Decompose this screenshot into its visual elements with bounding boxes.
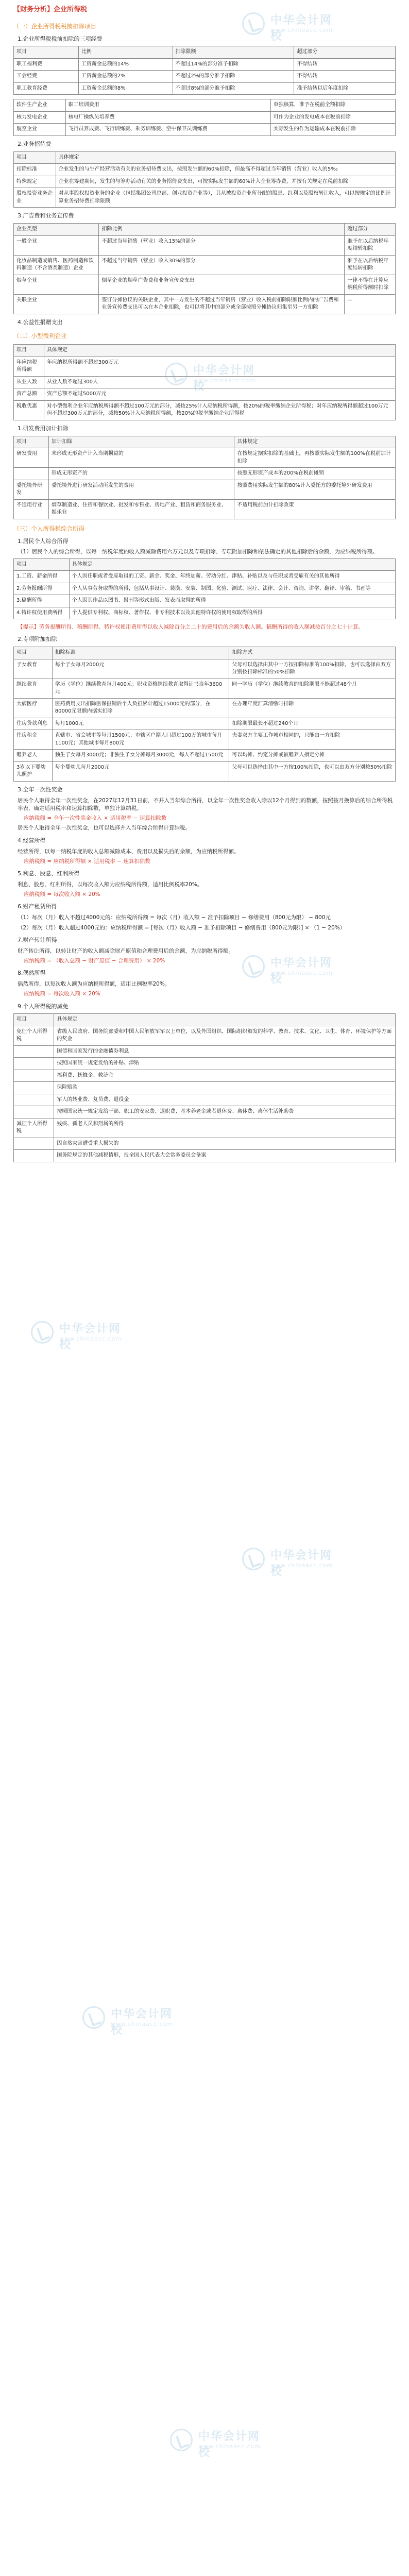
table-cell: 核力发电企业 bbox=[14, 111, 66, 124]
paragraph: 居民个人取得全年一次性奖金，在2027年12月31日前，不并入当年综合所得，以全年一次性奖金收入除以12个月得到的数额，按照按月换算后的综合所得税率表，确定适用税率和速算扣除数，单独计算纳税。 bbox=[18, 797, 393, 812]
formula: 应纳税额 = 每次收入额 × 20% bbox=[24, 891, 100, 898]
subsection-heading: 2.专项附加扣除 bbox=[18, 636, 57, 643]
table-row bbox=[14, 188, 396, 208]
table-row bbox=[14, 99, 396, 112]
table-cell bbox=[14, 1058, 54, 1070]
table-cell: 3岁以下婴幼儿照护 bbox=[14, 761, 53, 781]
table-header: 扣除比例 bbox=[99, 224, 345, 236]
table-cell: 对小型微利企业年应纳税所得额不超过100万元的部分，减按25%计入应纳税所得额，按20%的税率缴纳企业所得税；对年应纳税所得额超过100万元但不超过300万元的部分，减按50%计入应纳税所得额，按20%的税率缴纳企业所得税 bbox=[44, 400, 395, 420]
table-header: 企业类型 bbox=[14, 224, 99, 236]
table-cell: 工资薪金总额的8% bbox=[78, 82, 173, 95]
table-row bbox=[14, 1106, 396, 1118]
table-cell: 准予在以后纳税年度结转扣除 bbox=[345, 255, 396, 275]
table-three-funds bbox=[13, 46, 396, 95]
table-cell: 不超过当年销售（营业）收入30%的部分 bbox=[99, 255, 345, 275]
table-cell: 直辖市、省会城市等每月1500元；市辖区户籍人口超过100万的城市每月1100元；其他城市每月800元 bbox=[52, 730, 229, 750]
watermark-text: 中华会计网校 bbox=[270, 957, 333, 986]
table-row bbox=[14, 1118, 396, 1138]
table-cell: 3.稿酬所得 bbox=[14, 595, 70, 607]
table-cell: 未形成无形资产计入当期损益的 bbox=[49, 448, 234, 468]
table-cell bbox=[14, 1106, 54, 1118]
table-header: 项目 bbox=[14, 436, 49, 448]
table-row bbox=[14, 1026, 396, 1045]
table-cell: 烟草企业 bbox=[14, 275, 99, 294]
table-header: 具体规定 bbox=[54, 1014, 396, 1026]
table-small-enterprise bbox=[13, 344, 396, 420]
table-cell: 不超过8%的部分准予扣除 bbox=[173, 82, 294, 95]
table-row bbox=[14, 164, 396, 176]
table-cell: 航空企业 bbox=[14, 124, 66, 136]
table-cell: 夫妻双方主要工作城市相同的，只能由一方扣除 bbox=[229, 730, 396, 750]
table-cell: 形成无形资产的 bbox=[49, 468, 234, 480]
watermark-text: 中华会计网校 bbox=[270, 14, 333, 43]
paragraph: 偶然所得，以每次收入额为应纳税所得额，适用比例税率20%。 bbox=[18, 981, 171, 988]
subsection-heading: 2.业务招待费 bbox=[18, 140, 52, 147]
table-row bbox=[14, 82, 396, 95]
table-entertainment bbox=[13, 151, 396, 208]
watermark bbox=[31, 1319, 129, 1350]
table-cell: 2.劳务报酬所得 bbox=[14, 583, 70, 595]
paragraph: （2）每次（月）收入超过4000元的：应纳税所得额 = [每次（月）收入额 − 准予扣除项目 − 修缮费用（800元为限）] × （1 − 20%） bbox=[18, 924, 346, 931]
table-header: 比例 bbox=[78, 46, 173, 59]
table-row bbox=[14, 376, 396, 388]
table-cell: 不超过2%的部分准予扣除 bbox=[173, 71, 294, 83]
table-row bbox=[14, 480, 396, 499]
watermark-url: www.chinaacc.com bbox=[270, 970, 333, 976]
table-row bbox=[14, 58, 396, 71]
table-cell: 继续教育 bbox=[14, 679, 53, 698]
table-cell: 烟草制造业、住宿和餐饮业、批发和零售业、房地产业、租赁和商务服务业、娱乐业 bbox=[49, 499, 234, 519]
table-header: 具体规定 bbox=[56, 151, 395, 164]
table-cell bbox=[14, 1094, 54, 1106]
watermark-url: www.chinaacc.com bbox=[111, 2021, 174, 2027]
table-cell: 扣除标准 bbox=[14, 164, 56, 176]
table-cell: 扣除期限最长不超过240个月 bbox=[229, 718, 396, 730]
subsection-heading: 9.个人所得税的减免 bbox=[18, 1003, 69, 1010]
formula: 应纳税额 = 每次收入额 × 20% bbox=[24, 991, 100, 997]
table-header: 扣除标准 bbox=[52, 647, 229, 659]
table-cell: 按照国家统一规定发给的补贴、津贴 bbox=[54, 1058, 396, 1070]
table-row bbox=[14, 761, 396, 781]
table-row bbox=[14, 1150, 396, 1162]
table-cell: 一律不得在计算应纳税所得额时扣除 bbox=[345, 275, 396, 294]
table-cell bbox=[14, 1138, 54, 1150]
table-cell: 大病医疗 bbox=[14, 698, 53, 718]
table-cell: 按照无形资产成本的200%在税前摊销 bbox=[234, 468, 396, 480]
table-cell: 不超过当年销售（营业）收入15%的部分 bbox=[99, 235, 345, 255]
table-cell: 学历（学位）继续教育每月400元；职业资格继续教育取得证书当年3600元 bbox=[52, 679, 229, 698]
table-comprehensive-income bbox=[13, 558, 396, 620]
document-body bbox=[13, 5, 396, 1166]
subsection-heading: 5.利息、股息、红利所得 bbox=[18, 870, 80, 877]
table-cell: 特殊规定 bbox=[14, 176, 56, 188]
table-row bbox=[14, 1045, 396, 1058]
table-row bbox=[14, 595, 396, 607]
subsection-heading: 3.全年一次性奖金 bbox=[18, 786, 63, 793]
table-cell: 研发费用 bbox=[14, 448, 49, 468]
section-heading: （三）个人所得税综合所得 bbox=[13, 524, 84, 532]
table-header: 项目 bbox=[14, 1014, 54, 1026]
subsection-heading: 7.财产转让所得 bbox=[18, 936, 57, 943]
subsection-heading: 8.偶然所得 bbox=[18, 970, 46, 977]
table-row bbox=[14, 255, 396, 275]
table-cell: 职工福利费 bbox=[14, 58, 79, 71]
table-header: 项目 bbox=[14, 345, 44, 357]
table-row bbox=[14, 294, 396, 314]
table-cell: 从业人数不超过300人 bbox=[44, 376, 395, 388]
table-cell bbox=[14, 1070, 54, 1082]
table-cell: 年应纳税所得额 bbox=[14, 357, 44, 376]
watermark-url: www.chinaacc.com bbox=[59, 1335, 122, 1342]
table-header: 加计扣除 bbox=[49, 436, 234, 448]
table-cell: 化妆品制造或销售、医药制造和饮料制造（不含酒类制造）企业 bbox=[14, 255, 99, 275]
table-cell: 不超过14%的部分准予扣除 bbox=[173, 58, 294, 71]
table-cell: 不得结转 bbox=[294, 58, 396, 71]
table-header: 具体规定 bbox=[234, 436, 396, 448]
table-cell: 资产总额不超过5000万元 bbox=[44, 388, 395, 401]
table-cell: 从业人数 bbox=[14, 376, 44, 388]
table-row bbox=[14, 730, 396, 750]
table-cell: 飞行员养成费、飞行训练费、乘务训练费、空中保卫员训练费 bbox=[65, 124, 270, 136]
table-cell: 关联企业 bbox=[14, 294, 99, 314]
paragraph: （1）居民个人的综合所得，以每一纳税年度的收入额减除费用六万元以及专项扣除、专项附加扣除和依法确定的其他扣除后的余额，为应纳税所得额。 bbox=[18, 549, 378, 555]
table-cell: 因自然灾害遭受重大损失的 bbox=[54, 1138, 396, 1150]
paragraph: 居民个人取得全年一次性奖金，也可以选择并入当年综合所得计算纳税。 bbox=[18, 825, 191, 832]
table-cell: 同一学历（学位）继续教育的扣除期限不能超过48个月 bbox=[229, 679, 396, 698]
table-cell: 对从事股权投资业务的企业（包括集团公司总部、创业投资企业等），其从被投资企业所分配的股息、红利以及股权转让收入，可以按规定的比例计算业务招待费扣除限额 bbox=[56, 188, 395, 208]
watermark-text: 中华会计网校 bbox=[59, 1323, 122, 1351]
table-cell: 核电厂操纵员培养费 bbox=[65, 111, 270, 124]
table-row bbox=[14, 448, 396, 468]
watermark bbox=[242, 1546, 340, 1577]
table-cell: 企业发生的与生产经营活动有关的业务招待费支出，按照发生额的60%扣除，但最高不得超过当年销售（营业）收入的5‰ bbox=[56, 164, 395, 176]
table-cell: 父母可以选择由其中一方按扣除标准的100%扣除，也可以选择由双方分别按扣除标准的50%扣除 bbox=[229, 659, 396, 679]
table-cell: 委托境外研发 bbox=[14, 480, 49, 499]
watermark-text: 中华会计网校 bbox=[111, 2008, 173, 2037]
watermark bbox=[82, 2004, 180, 2035]
table-cell: 子女教育 bbox=[14, 659, 53, 679]
table-row bbox=[14, 176, 396, 188]
table-cell: 住房贷款利息 bbox=[14, 718, 53, 730]
table-cell: 准予结转以后年度扣除 bbox=[294, 82, 396, 95]
table-header: 项目 bbox=[14, 151, 56, 164]
section-heading: （一）企业所得税税前扣除项目 bbox=[13, 22, 96, 30]
subsection-heading: 3.广告费和业务宣传费 bbox=[18, 212, 74, 219]
table-cell: 1.工资、薪金所得 bbox=[14, 571, 70, 583]
table-row bbox=[14, 1138, 396, 1150]
watermark-url: www.chinaacc.com bbox=[270, 1562, 333, 1569]
watermark-url: www.chinaacc.com bbox=[198, 2443, 261, 2450]
table-cell: 残疾、孤老人员和烈属的所得 bbox=[54, 1118, 396, 1138]
table-cell: 工资薪金总额的14% bbox=[78, 58, 173, 71]
table-row bbox=[14, 235, 396, 255]
paragraph: 财产转让所得，以转让财产的收入额减除财产原值和合理费用后的余额，为应纳税所得额。 bbox=[18, 947, 234, 954]
table-cell: 保险赔款 bbox=[54, 1082, 396, 1094]
table-cell: 工会经费 bbox=[14, 71, 79, 83]
subsection-heading: 6.财产租赁所得 bbox=[18, 903, 57, 910]
table-row bbox=[14, 1082, 396, 1094]
table-header: 超过部分 bbox=[294, 46, 396, 59]
table-cell: 软件生产企业 bbox=[14, 99, 66, 112]
table-cell: 医药费用支出扣除医保报销后个人负担累计超过15000元的部分，在80000元限额内据实扣除 bbox=[52, 698, 229, 718]
table-cell: 赡养老人 bbox=[14, 750, 53, 762]
table-cell: 不适用行业 bbox=[14, 499, 49, 519]
table-cell: 4.特许权使用费所得 bbox=[14, 607, 70, 619]
paragraph: （1）每次（月）收入不超过4000元的：应纳税所得额 = 每次（月）收入额 − 准予扣除项目 − 修缮费用（800元为限） − 800元 bbox=[18, 914, 331, 921]
table-row bbox=[14, 1058, 396, 1070]
formula: 应纳税额 = 应纳税所得额 × 适用税率 − 速算扣除数 bbox=[24, 858, 150, 865]
table-rd-deduction bbox=[13, 436, 396, 519]
watermark-logo-icon bbox=[170, 2429, 193, 2451]
table-row bbox=[14, 124, 396, 136]
table-header: 扣除限额 bbox=[173, 46, 294, 59]
table-cell: 不适用税前加计扣除政策 bbox=[234, 499, 396, 519]
table-cell bbox=[14, 1150, 54, 1162]
table-header: 项目 bbox=[14, 647, 53, 659]
table-row bbox=[14, 468, 396, 480]
table-row bbox=[14, 499, 396, 519]
table-cell: 每个婴幼儿每月2000元 bbox=[52, 761, 229, 781]
table-cell: 一般企业 bbox=[14, 235, 99, 255]
table-row bbox=[14, 583, 396, 595]
table-cell: 住房租金 bbox=[14, 730, 53, 750]
table-cell: 国债和国家发行的金融债券利息 bbox=[54, 1045, 396, 1058]
document-title: 【财务分析】企业所得税 bbox=[13, 6, 88, 13]
table-header: 具体规定 bbox=[69, 558, 395, 571]
table-cell: 按照费用实际发生额的80%计入委托方的委托境外研发费用 bbox=[234, 480, 396, 499]
watermark-logo-icon bbox=[82, 2006, 105, 2029]
watermark-url: www.chinaacc.com bbox=[193, 377, 256, 384]
table-cell: 个人因其作品以图书、报刊等形式出版、发表而取得的所得 bbox=[69, 595, 395, 607]
table-cell: 职工培训费用 bbox=[65, 99, 270, 112]
watermark-logo-icon bbox=[31, 1321, 54, 1344]
table-cell: 委托境外进行研发活动所发生的费用 bbox=[49, 480, 234, 499]
table-cell: 父母可以选择由其中一方按100%扣除，也可以由双方分别按50%扣除 bbox=[229, 761, 396, 781]
table-row bbox=[14, 1094, 396, 1106]
table-cell: 签订分摊协议的关联企业，其中一方发生的不超过当年销售（营业）收入税前扣除限额比例内的广告费和业务宣传费支出可以在本企业扣除，也可以将其中的部分或全部按照分摊协议归集至另一方扣除 bbox=[99, 294, 345, 314]
table-cell: 国务院规定的其他减税情形，报全国人民代表大会常务委员会备案 bbox=[54, 1150, 396, 1162]
table-row bbox=[14, 750, 396, 762]
table-row bbox=[14, 71, 396, 83]
subsection-heading: 4.经营所得 bbox=[18, 837, 46, 844]
tip-paragraph: 【提示】劳务报酬所得、稿酬所得、特许权使用费所得以收入减除百分之二十的费用后的余额为收入额。稿酬所得的收入额减按百分之七十计算。 bbox=[18, 624, 364, 631]
subsection-heading: 4.公益性捐赠支出 bbox=[18, 318, 63, 326]
table-cell: 股权投资业务企业 bbox=[14, 188, 56, 208]
table-cell: 可以均摊、约定分摊或被赡养人指定分摊 bbox=[229, 750, 396, 762]
section-heading: （二）小型微利企业 bbox=[13, 332, 67, 340]
formula: 应纳税额 = （收入总额 − 财产原值 − 合理费用） × 20% bbox=[24, 957, 165, 964]
table-row bbox=[14, 400, 396, 420]
paragraph: 利息、股息、红利所得，以每次收入额为应纳税所得额，适用比例税率20%。 bbox=[18, 881, 203, 888]
table-cell bbox=[14, 1045, 54, 1058]
subsection-heading: 1.企业所得税税前扣除的三项经费 bbox=[18, 35, 103, 42]
table-header: 扣除方式 bbox=[229, 647, 396, 659]
table-cell: 减征个人所得税 bbox=[14, 1118, 54, 1138]
table-cell bbox=[14, 1082, 54, 1094]
table-cell: 军人的转业费、复员费、退役金 bbox=[54, 1094, 396, 1106]
table-cell: 福利费、抚恤金、救济金 bbox=[54, 1070, 396, 1082]
subsection-heading: 1.研发费用加计扣除 bbox=[18, 425, 69, 432]
table-cell: 不得结转 bbox=[294, 71, 396, 83]
watermark-logo-icon bbox=[242, 1548, 265, 1570]
table-cell: 在按规定据实扣除的基础上，再按照实际发生额的100%在税前加计扣除 bbox=[234, 448, 396, 468]
watermark-text: 中华会计网校 bbox=[198, 2430, 261, 2459]
table-cell: 每月1000元 bbox=[52, 718, 229, 730]
table-cell: 免征个人所得税 bbox=[14, 1026, 54, 1045]
table-cell: 企业在筹建期间，发生的与筹办活动有关的业务招待费支出，可按实际发生额的60%计入企业筹办费，并按有关规定在税前扣除 bbox=[56, 176, 395, 188]
table-cell: 每个子女每月2000元 bbox=[52, 659, 229, 679]
table-cell: 税收优惠 bbox=[14, 400, 44, 420]
table-header: 超过部分 bbox=[345, 224, 396, 236]
subsection-heading: 1.居民个人综合所得 bbox=[18, 537, 69, 545]
table-special-deductions bbox=[13, 647, 396, 782]
table-cell: 省级人民政府、国务院部委和中国人民解放军军以上单位，以及外国组织、国际组织颁发的科学、教育、技术、文化、卫生、体育、环境保护等方面的奖金 bbox=[54, 1026, 396, 1045]
table-header: 项目 bbox=[14, 558, 70, 571]
table-row bbox=[14, 698, 396, 718]
table-cell: 单独核算，准予在税前全额扣除 bbox=[270, 99, 395, 112]
table-cell: 个人因任职或者受雇取得的工资、薪金、奖金、年终加薪、劳动分红、津贴、补贴以及与任职或者受雇有关的其他所得 bbox=[69, 571, 395, 583]
table-row bbox=[14, 275, 396, 294]
formula: 应纳税额 = 全年一次性奖金收入 × 适用税率 − 速算扣除数 bbox=[24, 815, 167, 822]
table-cell: 个人提供专利权、商标权、著作权、非专利技术以及其他特许权的使用权取得的所得 bbox=[69, 607, 395, 619]
table-row bbox=[14, 1070, 396, 1082]
table-cell: 个人从事劳务取得的所得，包括从事设计、装潢、安装、制图、化验、测试、医疗、法律、会计、咨询、讲学、翻译、审稿、书画等 bbox=[69, 583, 395, 595]
table-cell: 实际发生的作为运输成本在税前扣除 bbox=[270, 124, 395, 136]
table-row bbox=[14, 388, 396, 401]
table-cell: 烟草企业的烟草广告费和业务宣传费支出 bbox=[99, 275, 345, 294]
table-cell: — bbox=[345, 294, 396, 314]
table-cell: 年应纳税所得额不超过300万元 bbox=[44, 357, 395, 376]
watermark bbox=[170, 2427, 268, 2458]
table-cell: 资产总额 bbox=[14, 388, 44, 401]
paragraph: 经营所得，以每一纳税年度的收入总额减除成本、费用以及损失后的余额，为应纳税所得额。 bbox=[18, 848, 240, 855]
table-row bbox=[14, 111, 396, 124]
table-header: 项目 bbox=[14, 46, 79, 59]
table-cell: 按照国家统一规定发给干部、职工的安家费、退职费、基本养老金或者退休费、离休费、离休生活补助费 bbox=[54, 1106, 396, 1118]
table-special-training bbox=[13, 99, 396, 136]
table-row bbox=[14, 659, 396, 679]
table-cell: 职工教育经费 bbox=[14, 82, 79, 95]
watermark-text: 中华会计网校 bbox=[270, 1549, 333, 1578]
table-row bbox=[14, 571, 396, 583]
table-row bbox=[14, 718, 396, 730]
table-header: 具体规定 bbox=[44, 345, 395, 357]
table-cell: 在办理年度汇算清缴时扣除 bbox=[229, 698, 396, 718]
table-cell: 准予在以后纳税年度结转扣除 bbox=[345, 235, 396, 255]
table-cell: 独生子女每月3000元；非独生子女分摊每月3000元，每人不超过1500元 bbox=[52, 750, 229, 762]
table-row bbox=[14, 607, 396, 619]
table-cell: 工资薪金总额的2% bbox=[78, 71, 173, 83]
table-cell: 可作为企业的发电成本在税前扣除 bbox=[270, 111, 395, 124]
table-row bbox=[14, 679, 396, 698]
watermark-url: www.chinaacc.com bbox=[270, 27, 333, 33]
table-advertising bbox=[13, 223, 396, 314]
table-tax-exemptions bbox=[13, 1013, 396, 1162]
watermark-text: 中华会计网校 bbox=[193, 364, 255, 393]
table-row bbox=[14, 357, 396, 376]
table-cell bbox=[14, 468, 49, 480]
